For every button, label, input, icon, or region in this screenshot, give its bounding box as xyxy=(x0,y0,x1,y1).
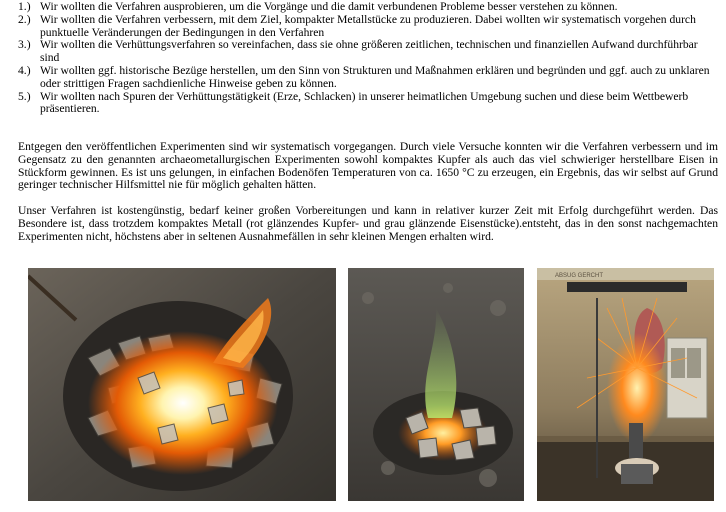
furnace-fire-photo xyxy=(28,268,336,501)
objective-number: 5.) xyxy=(18,89,31,103)
objective-number: 4.) xyxy=(18,63,31,77)
lab-spark-photo xyxy=(537,268,714,501)
objective-text: Wir wollten ggf. historische Bezüge herstellen, um den Sinn von Strukturen und Maßnahmen erklären und begründen und ggf. auch zu unklaren oder strittigen Fragen sachdienliche Hinweise geben zu können. xyxy=(40,63,710,90)
objective-item xyxy=(18,14,718,40)
objective-text: Wir wollten die Verfahren ausprobieren, um die Vorgänge und die damit verbundenen Probleme besser verstehen zu können. xyxy=(40,0,618,13)
objective-item xyxy=(18,65,718,91)
objective-text: Wir wollten die Verfahren verbessern, mit dem Ziel, kompakter Metallstücke zu produzieren. Dabei wollten wir systematisch vorgehen durch punktuelle Veränderungen der Bedingungen in den Verfahren xyxy=(40,12,696,39)
objective-item xyxy=(18,91,718,117)
photo3-sign: ABSUG GERCHT xyxy=(555,273,604,279)
objective-number: 3.) xyxy=(18,38,31,52)
green-flame-photo xyxy=(348,268,524,501)
objective-text: Wir wollten die Verhüttungsverfahren so vereinfachen, dass sie ohne größeren zeitlichen, technischen und finanziellen Aufwand durchführbar sind xyxy=(40,38,698,65)
body-paragraph-results: Entgegen den veröffentlichen Experimenten sind wir systematisch vorgegangen. Durch viele Versuche konnten wir die Verfahren verbessern und im Gegensatz zu den genannten archaeometallurgischen Experimenten sowohl kompaktes Kupfer als auch das viel schwieriger herstellbare Eisen in Stückform gewinnen. Es ist uns gelungen, in einfachen Bodenöfen Temperaturen von ca. 1650 °C zu erzeugen, ein Ergebnis, das wir selbst auf Grund geringer technischer Hilfsmittel nie für möglich gehalten hätten. xyxy=(18,140,718,192)
objective-number: 1.) xyxy=(18,0,31,13)
body-paragraph-method: Unser Verfahren ist kostengünstig, bedarf keiner großen Vorbereitungen und kann in relativer kurzer Zeit mit Erfolg durchgeführt werden. Das Besondere ist, dass trotzdem kompaktes Metall (rot glänzendes Kupfer- und grau glänzende Eisenstücke).entsteht, das in den sonst nachgemachten Experimenten nicht, höchstens aber in seltenen Ausnahmefällen in sehr kleinen Mengen erhalten wird. xyxy=(18,204,718,243)
objectives-list xyxy=(18,1,718,116)
objective-text: Wir wollten nach Spuren der Verhüttungstätigkeit (Erze, Schlacken) in unserer heimatlichen Umgebung suchen und diese beim Wettbewerb präsentieren. xyxy=(40,89,689,116)
objective-item xyxy=(18,39,718,65)
objective-number: 2.) xyxy=(18,12,31,26)
